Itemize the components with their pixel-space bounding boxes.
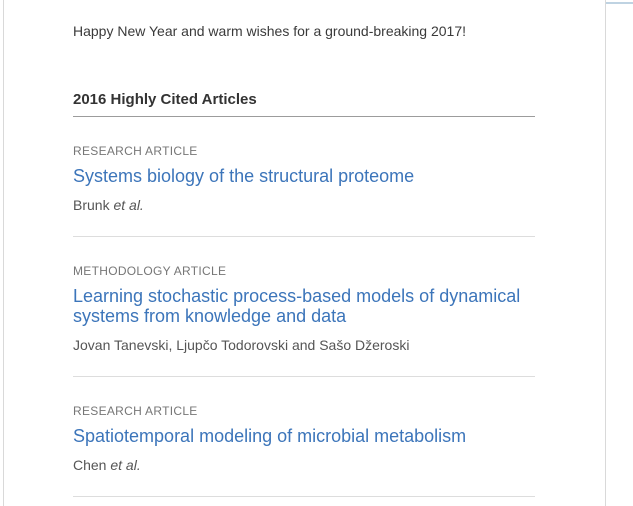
article-authors [73,338,535,352]
article-category-label: RESEARCH ARTICLE [73,144,198,158]
article-title-link[interactable]: Spatiotemporal modeling of microbial metabolism [73,426,467,446]
article-title-link[interactable]: Systems biology of the structural proteome [73,166,415,186]
article-item [73,117,535,237]
article-authors-names: Brunk [73,197,114,213]
article-category-label: RESEARCH ARTICLE [73,404,198,418]
article-authors [73,458,535,472]
article-authors-etal: et al. [110,457,141,473]
article-authors [73,198,535,212]
article-category-label: METHODOLOGY ARTICLE [73,264,227,278]
article-item [73,377,535,497]
article-item [73,237,535,377]
article-authors-names: Jovan Tanevski, Ljupčo Todorovski and Sašo Džeroski [73,337,410,353]
article-authors-names: Chen [73,457,111,473]
newsletter-body [3,0,606,506]
greeting-text: Happy New Year and warm wishes for a ground-breaking 2017! [73,23,467,39]
article-title-link[interactable]: Learning stochastic process-based models of dynamical systems from knowledge and data [73,286,521,326]
section-heading-highly-cited: 2016 Highly Cited Articles [73,92,535,117]
article-authors-etal: et al. [113,197,144,213]
